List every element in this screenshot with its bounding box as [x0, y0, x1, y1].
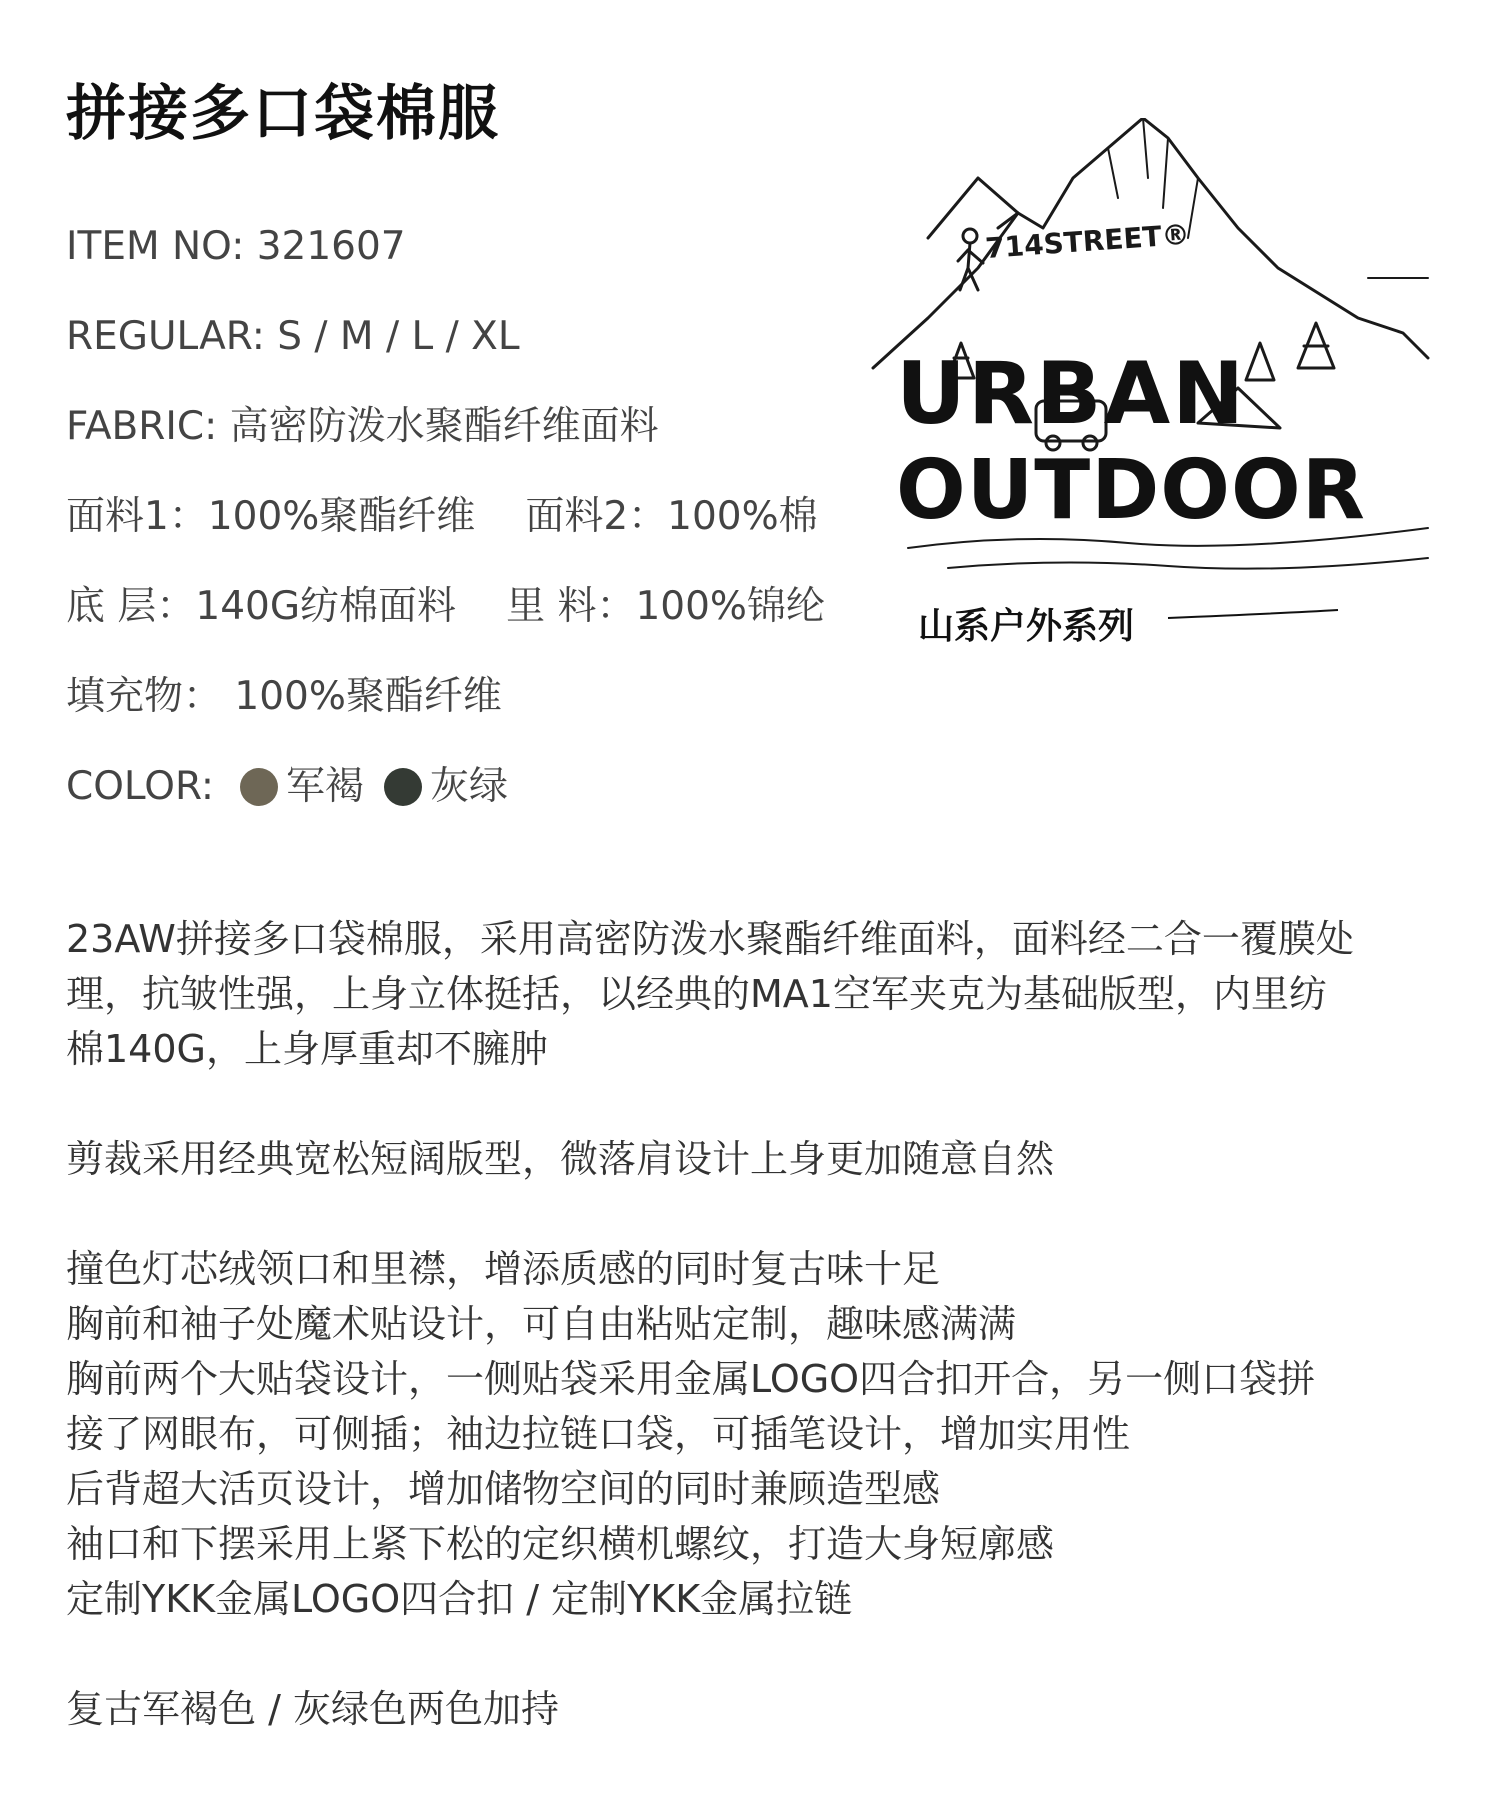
description-paragraph-2: 剪裁采用经典宽松短阔版型，微落肩设计上身更加随意自然 — [66, 1137, 1055, 1181]
urban-outdoor-logo — [868, 118, 1438, 658]
tree-right-1 — [1298, 323, 1334, 368]
spec-list — [66, 222, 866, 852]
material-1: 面料1：100%聚酯纤维 — [66, 494, 476, 539]
brand-name: 714STREET® — [984, 217, 1191, 265]
layer-spec — [66, 582, 866, 672]
size-range: REGULAR: S / M / L / XL — [66, 314, 520, 359]
series-underline — [1168, 610, 1338, 618]
hiker-head — [963, 229, 977, 243]
material-spec — [66, 492, 866, 582]
color-spec — [66, 762, 866, 852]
description-paragraph-4: 复古军褐色 / 灰绿色两色加持 — [66, 1687, 559, 1731]
material-2: 面料2：100%棉 — [525, 494, 818, 539]
color-name-brown: 军褐 — [286, 764, 365, 809]
color-swatch-green — [384, 768, 422, 806]
filling-spec: 填充物： 100%聚酯纤维 — [66, 674, 502, 719]
tree-right-2 — [1246, 343, 1274, 380]
fabric-spec: FABRIC: 高密防泼水聚酯纤维面料 — [66, 404, 659, 449]
description-paragraph-1: 23AW拼接多口袋棉服，采用高密防泼水聚酯纤维面料，面料经二合一覆膜处 理，抗皱性强，上身立体挺括，以经典的MA1空军夹克为基础版型，内里纺 棉140G，上身厚重却不臃肿 — [66, 917, 1354, 1071]
product-title: 拼接多口袋棉服 — [66, 79, 500, 149]
item-number: ITEM NO: 321607 — [66, 224, 406, 269]
logo-word-urban: URBAN — [896, 344, 1247, 444]
lining: 里 料：100%锦纶 — [506, 584, 825, 629]
color-label: COLOR: — [66, 764, 215, 809]
logo-word-outdoor: OUTDOOR — [896, 443, 1366, 538]
series-name: 山系户外系列 — [918, 606, 1135, 647]
description-paragraph-3: 撞色灯芯绒领口和里襟，增添质感的同时复古味十足 胸前和袖子处魔术贴设计，可自由粘贴定制，趣味感满满 胸前两个大贴袋设计，一侧贴袋采用金属LOGO四合扣开合，另一侧口袋拼 接了网眼布，可侧插；袖边拉链口袋，可插笔设计，增加实用性 后背超大活页设计，增加储物空间的同时兼顾造型感 袖口和下摆采用上紧下松的定织横机螺纹，打造大身短廓感 定制YKK金属LOGO四合扣 / 定制YKK金属拉链 — [66, 1247, 1316, 1621]
description — [66, 912, 1446, 1792]
color-swatch-brown — [240, 768, 278, 806]
base-layer: 底 层：140G纺棉面料 — [66, 584, 457, 629]
color-name-green: 灰绿 — [430, 764, 509, 809]
